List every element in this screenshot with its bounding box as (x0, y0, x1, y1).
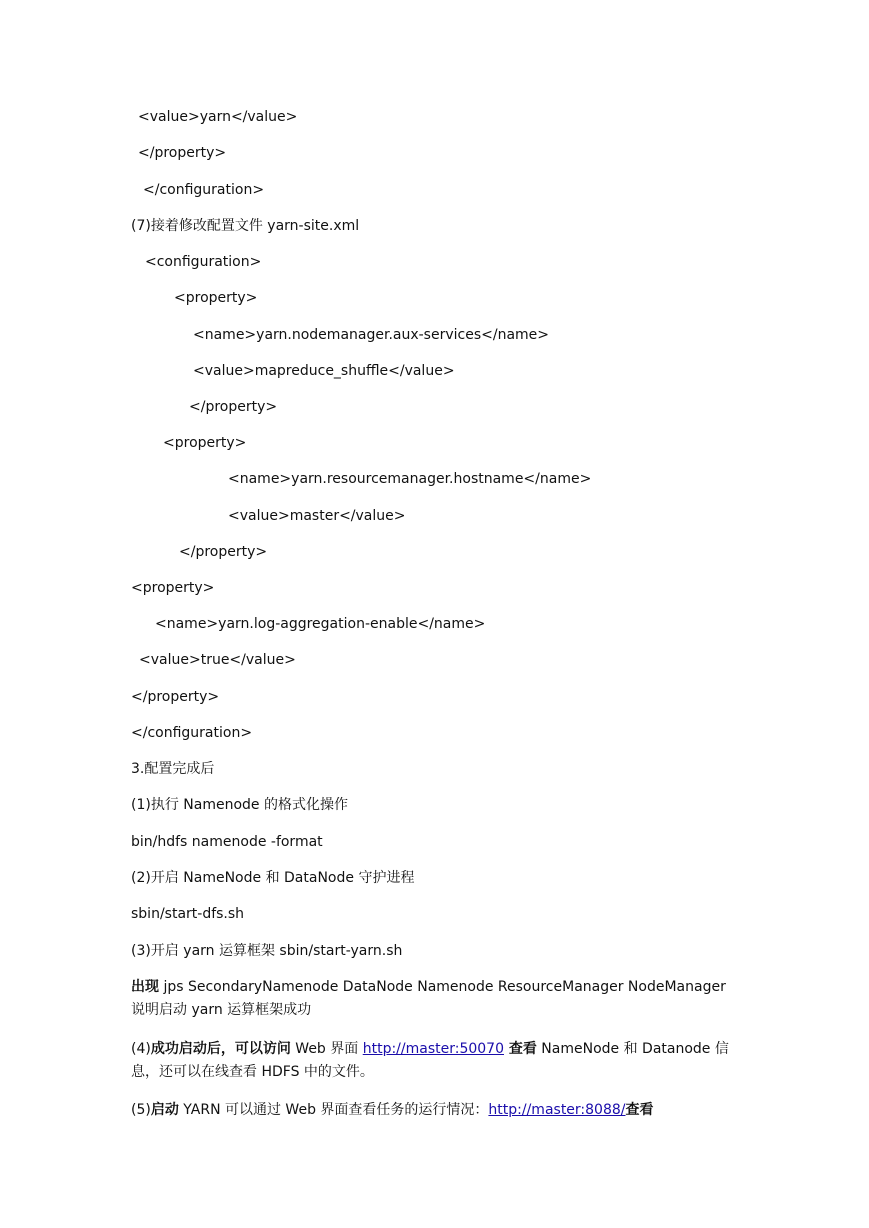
jps-paragraph (131, 976, 741, 1022)
code-line: <value>true</value> (139, 652, 296, 668)
step-tail: NameNode 和 Datanode 信息，还可以在线查看 HDFS 中的文件。 (131, 1041, 729, 1080)
code-line: <property> (174, 290, 258, 306)
jps-prefix: 出现 (131, 979, 159, 995)
step-heading: (3)开启 yarn 运算框架 sbin/start-yarn.sh (131, 943, 403, 959)
code-line: </property> (189, 399, 278, 415)
code-line: <property> (131, 580, 215, 596)
step-lead: 启动 (150, 1102, 179, 1118)
web-50070-paragraph (131, 1038, 741, 1084)
step-number: (5) (131, 1102, 151, 1118)
code-line: </configuration> (143, 182, 265, 198)
code-line: <name>yarn.resourcemanager.hostname</name> (228, 471, 592, 487)
command-line: sbin/start-dfs.sh (131, 906, 245, 922)
code-line: <value>yarn</value> (138, 109, 298, 125)
yarn-web-link[interactable]: http://master:8088/ (488, 1102, 626, 1118)
code-line: <value>mapreduce_shuffle</value> (193, 363, 455, 379)
section-heading: 3.配置完成后 (131, 761, 215, 777)
code-line: <name>yarn.log-aggregation-enable</name> (155, 616, 486, 632)
code-line: <configuration> (145, 254, 262, 270)
step-lead: 成功启动后，可以访问 (150, 1041, 291, 1057)
step-heading: (7)接着修改配置文件 yarn-site.xml (131, 218, 360, 234)
namenode-web-link[interactable]: http://master:50070 (362, 1041, 504, 1057)
code-line: </property> (179, 544, 268, 560)
code-line: </property> (131, 689, 220, 705)
step-mid: YARN 可以通过 Web 界面查看任务的运行情况： (178, 1102, 489, 1118)
step-tail: 查看 (625, 1102, 654, 1118)
web-8088-paragraph (131, 1099, 741, 1122)
step-after-link: 查看 (503, 1041, 537, 1057)
code-line: <property> (163, 435, 247, 451)
step-number: (4) (131, 1041, 151, 1057)
step-heading: (2)开启 NameNode 和 DataNode 守护进程 (131, 870, 415, 886)
code-line: <name>yarn.nodemanager.aux-services</name> (193, 327, 550, 343)
jps-text: jps SecondaryNamenode DataNode Namenode ResourceManager NodeManager 说明启动 yarn 运算框架成功 (131, 979, 726, 1018)
step-mid: Web 界面 (290, 1041, 363, 1057)
code-line: </property> (138, 145, 227, 161)
command-line: bin/hdfs namenode -format (131, 834, 323, 850)
code-line: <value>master</value> (228, 508, 406, 524)
code-line: </configuration> (131, 725, 253, 741)
step-heading: (1)执行 Namenode 的格式化操作 (131, 797, 348, 813)
